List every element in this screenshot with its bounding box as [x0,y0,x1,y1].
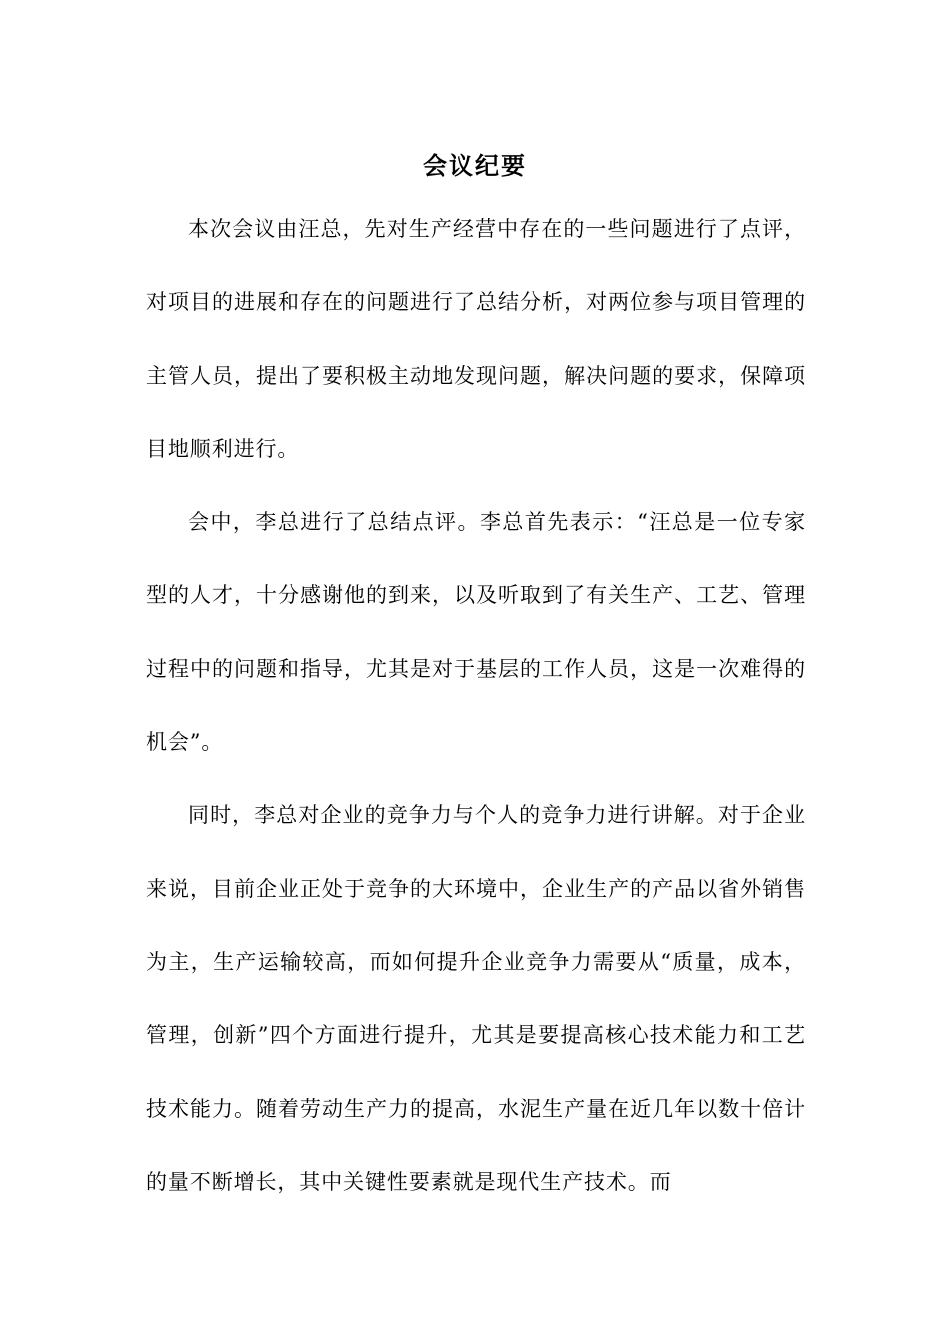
document-title: 会议纪要 [423,151,527,181]
document-body [146,193,806,1219]
paragraph-2: 会中，李总进行了总结点评。李总首先表示：“汪总是一位专家型的人才，十分感谢他的到来，以及听取到了有关生产、工艺、管理过程中的问题和指导，尤其是对于基层的工作人员，这是一次难得的机会”。 [146,510,806,755]
paragraph-1: 本次会议由汪总，先对生产经营中存在的一些问题进行了点评，对项目的进展和存在的问题进行了总结分析，对两位参与项目管理的主管人员，提出了要积极主动地发现问题，解决问题的要求，保障项目地顺利进行。 [146,217,806,461]
paragraph-3: 同时，李总对企业的竞争力与个人的竞争力进行讲解。对于企业来说，目前企业正处于竞争的大环境中，企业生产的产品以省外销售为主，生产运输较高，而如何提升企业竞争力需要从“质量，成本，管理，创新”四个方面进行提升，尤其是要提高核心技术能力和工艺技术能力。随着劳动生产力的提高，水泥生产量在近几年以数十倍计的量不断增长，其中关键性要素就是现代生产技术。而 [146,803,806,1194]
